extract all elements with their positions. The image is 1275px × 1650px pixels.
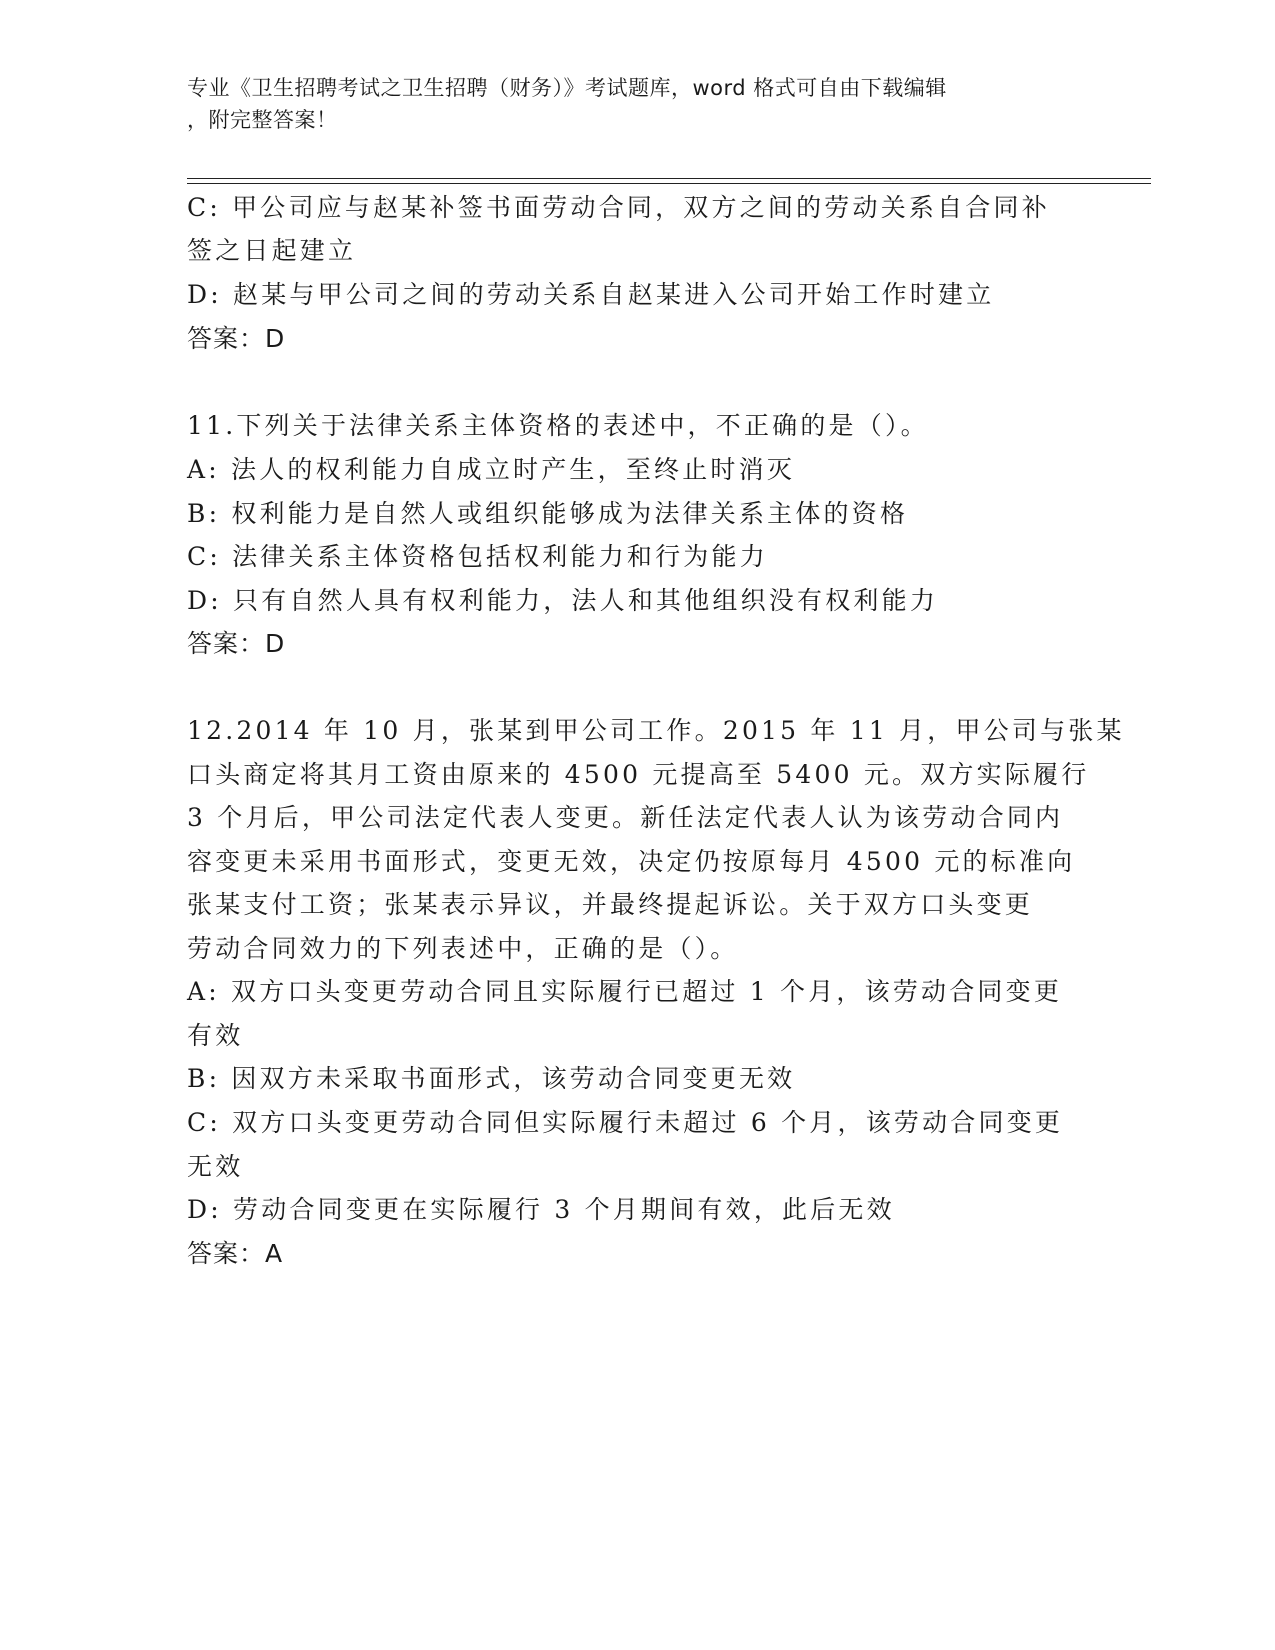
q11-option-a: A: 法人的权利能力自成立时产生，至终止时消灭: [187, 455, 796, 484]
q12-option-a-line-2: 有效: [187, 1021, 244, 1050]
q11-option-d: D: 只有自然人具有权利能力，法人和其他组织没有权利能力: [187, 586, 939, 615]
q12-option-c-line-1: C: 双方口头变更劳动合同但实际履行未超过 6 个月，该劳动合同变更: [187, 1108, 1064, 1137]
q12-stem-line-4: 容变更未采用书面形式，变更无效，决定仍按原每月 4500 元的标准向: [187, 847, 1076, 876]
q11-option-c: C: 法律关系主体资格包括权利能力和行为能力: [187, 542, 768, 571]
q12-stem-line-5: 张某支付工资；张某表示异议，并最终提起诉讼。关于双方口头变更: [187, 890, 1034, 919]
q12-stem-line-2: 口头商定将其月工资由原来的 4500 元提高至 5400 元。双方实际履行: [187, 760, 1090, 789]
q12-stem-line-3: 3 个月后，甲公司法定代表人变更。新任法定代表人认为该劳动合同内: [187, 803, 1064, 832]
q11-stem: 11.下列关于法律关系主体资格的表述中，不正确的是（）。: [187, 411, 929, 440]
q12-stem-line-1: 12.2014 年 10 月，张某到甲公司工作。2015 年 11 月，甲公司与张某: [187, 716, 1125, 745]
header-line-1: 专业《卫生招聘考试之卫生招聘（财务）》考试题库，word 格式可自由下载编辑: [187, 76, 947, 100]
q11-option-b: B: 权利能力是自然人或组织能够成为法律关系主体的资格: [187, 499, 909, 528]
q12-option-d: D: 劳动合同变更在实际履行 3 个月期间有效，此后无效: [187, 1195, 895, 1224]
q10-option-c-line-2: 签之日起建立: [187, 236, 357, 265]
q12-option-a-line-1: A: 双方口头变更劳动合同且实际履行已超过 1 个月，该劳动合同变更: [187, 977, 1063, 1006]
q11-answer: 答案：D: [187, 629, 286, 658]
header-line-2: ，附完整答案！: [187, 108, 338, 132]
q10-option-d: D: 赵某与甲公司之间的劳动关系自赵某进入公司开始工作时建立: [187, 280, 995, 309]
q12-option-c-line-2: 无效: [187, 1152, 244, 1181]
q10-answer: 答案：D: [187, 324, 286, 353]
header-divider-bottom: [187, 183, 1151, 184]
q12-option-b: B: 因双方未采取书面形式，该劳动合同变更无效: [187, 1064, 796, 1093]
q12-answer: 答案：A: [187, 1239, 284, 1268]
q10-option-c-line-1: C: 甲公司应与赵某补签书面劳动合同，双方之间的劳动关系自合同补: [187, 193, 1050, 222]
header-divider-top: [187, 178, 1151, 179]
document-header: [187, 72, 1067, 136]
q12-stem-line-6: 劳动合同效力的下列表述中，正确的是（）。: [187, 934, 739, 963]
